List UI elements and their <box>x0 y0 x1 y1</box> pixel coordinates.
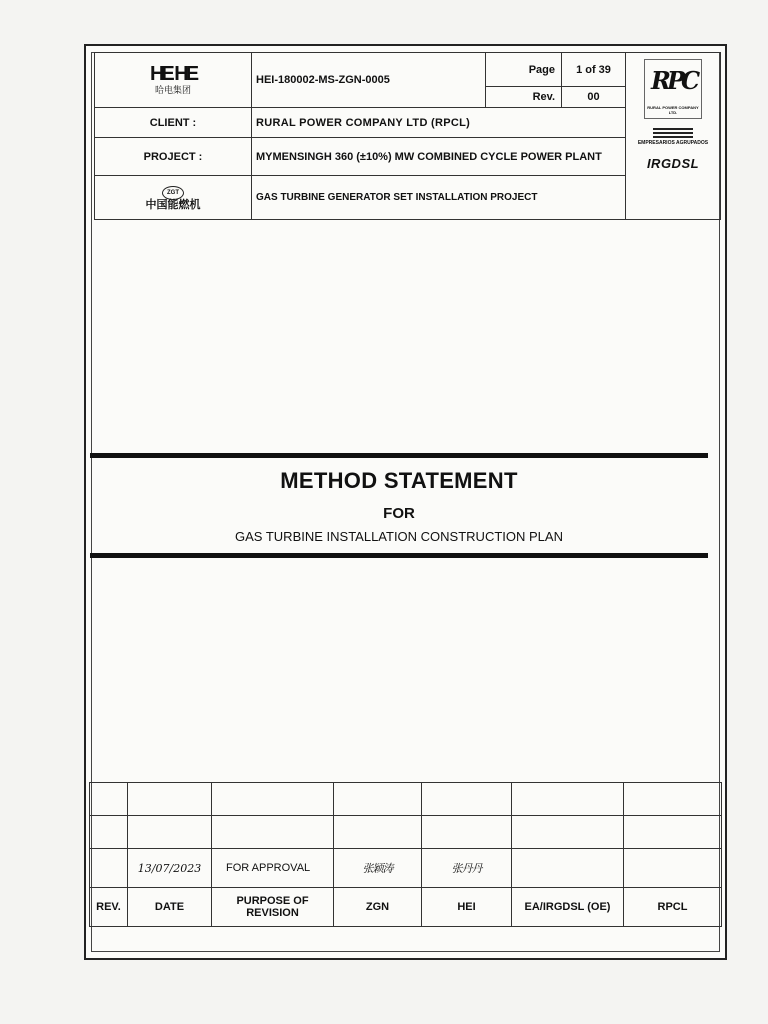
col-header-purpose: PURPOSE OF REVISION <box>212 888 334 927</box>
page-value: 1 of 39 <box>562 53 626 87</box>
zgt-logo: ZGT 中国能燃机 <box>95 176 252 220</box>
col-header-rev: REV. <box>90 888 128 927</box>
document-title: METHOD STATEMENT <box>280 468 518 493</box>
rpcl-signature <box>624 849 722 888</box>
zgn-signature: 张颖涛 <box>334 849 422 888</box>
hei-logo-cell <box>95 53 252 108</box>
col-header-date: DATE <box>128 888 212 927</box>
revision-table <box>89 782 722 927</box>
document-title-for: FOR <box>383 505 415 522</box>
revision-row <box>90 849 722 888</box>
project-name: MYMENSINGH 360 (±10%) MW COMBINED CYCLE POWER PLANT <box>252 138 626 176</box>
ea-signature <box>512 849 624 888</box>
project-label: PROJECT : <box>95 138 252 176</box>
client-name: RURAL POWER COMPANY LTD (RPCL) <box>252 108 626 138</box>
revision-header-row <box>90 888 722 927</box>
rev-number <box>90 849 128 888</box>
hei-logo: HE HE 哈电集团 <box>149 62 197 95</box>
rev-label: Rev. <box>486 87 562 108</box>
subproject-name: GAS TURBINE GENERATOR SET INSTALLATION PROJECT <box>252 176 626 220</box>
page-label: Page <box>486 53 562 87</box>
handwritten-date: 13/07/2023 <box>128 849 212 888</box>
col-header-ea-irgdsl: EA/IRGDSL (OE) <box>512 888 624 927</box>
revision-purpose: FOR APPROVAL <box>212 849 334 888</box>
revision-row-blank <box>90 783 722 816</box>
document-number: HEI-180002-MS-ZGN-0005 <box>252 53 486 108</box>
header-table <box>94 52 721 220</box>
document-subtitle: GAS TURBINE INSTALLATION CONSTRUCTION PLAN <box>235 529 563 544</box>
revision-row-blank <box>90 816 722 849</box>
empresarios-agrupados-logo: EMPRESARIOS AGRUPADOS <box>630 128 716 146</box>
partner-logos-cell <box>626 53 721 220</box>
rev-value: 00 <box>562 87 626 108</box>
col-header-rpcl: RPCL <box>624 888 722 927</box>
title-bottom-rule <box>90 553 708 558</box>
irgdsl-logo: IRGDSL <box>646 156 700 171</box>
col-header-zgn: ZGN <box>334 888 422 927</box>
hei-signature: 张丹丹 <box>422 849 512 888</box>
title-top-rule <box>90 453 708 458</box>
rpcl-logo: RPC RURAL POWER COMPANY LTD. <box>644 59 702 119</box>
client-label: CLIENT : <box>95 108 252 138</box>
col-header-hei: HEI <box>422 888 512 927</box>
